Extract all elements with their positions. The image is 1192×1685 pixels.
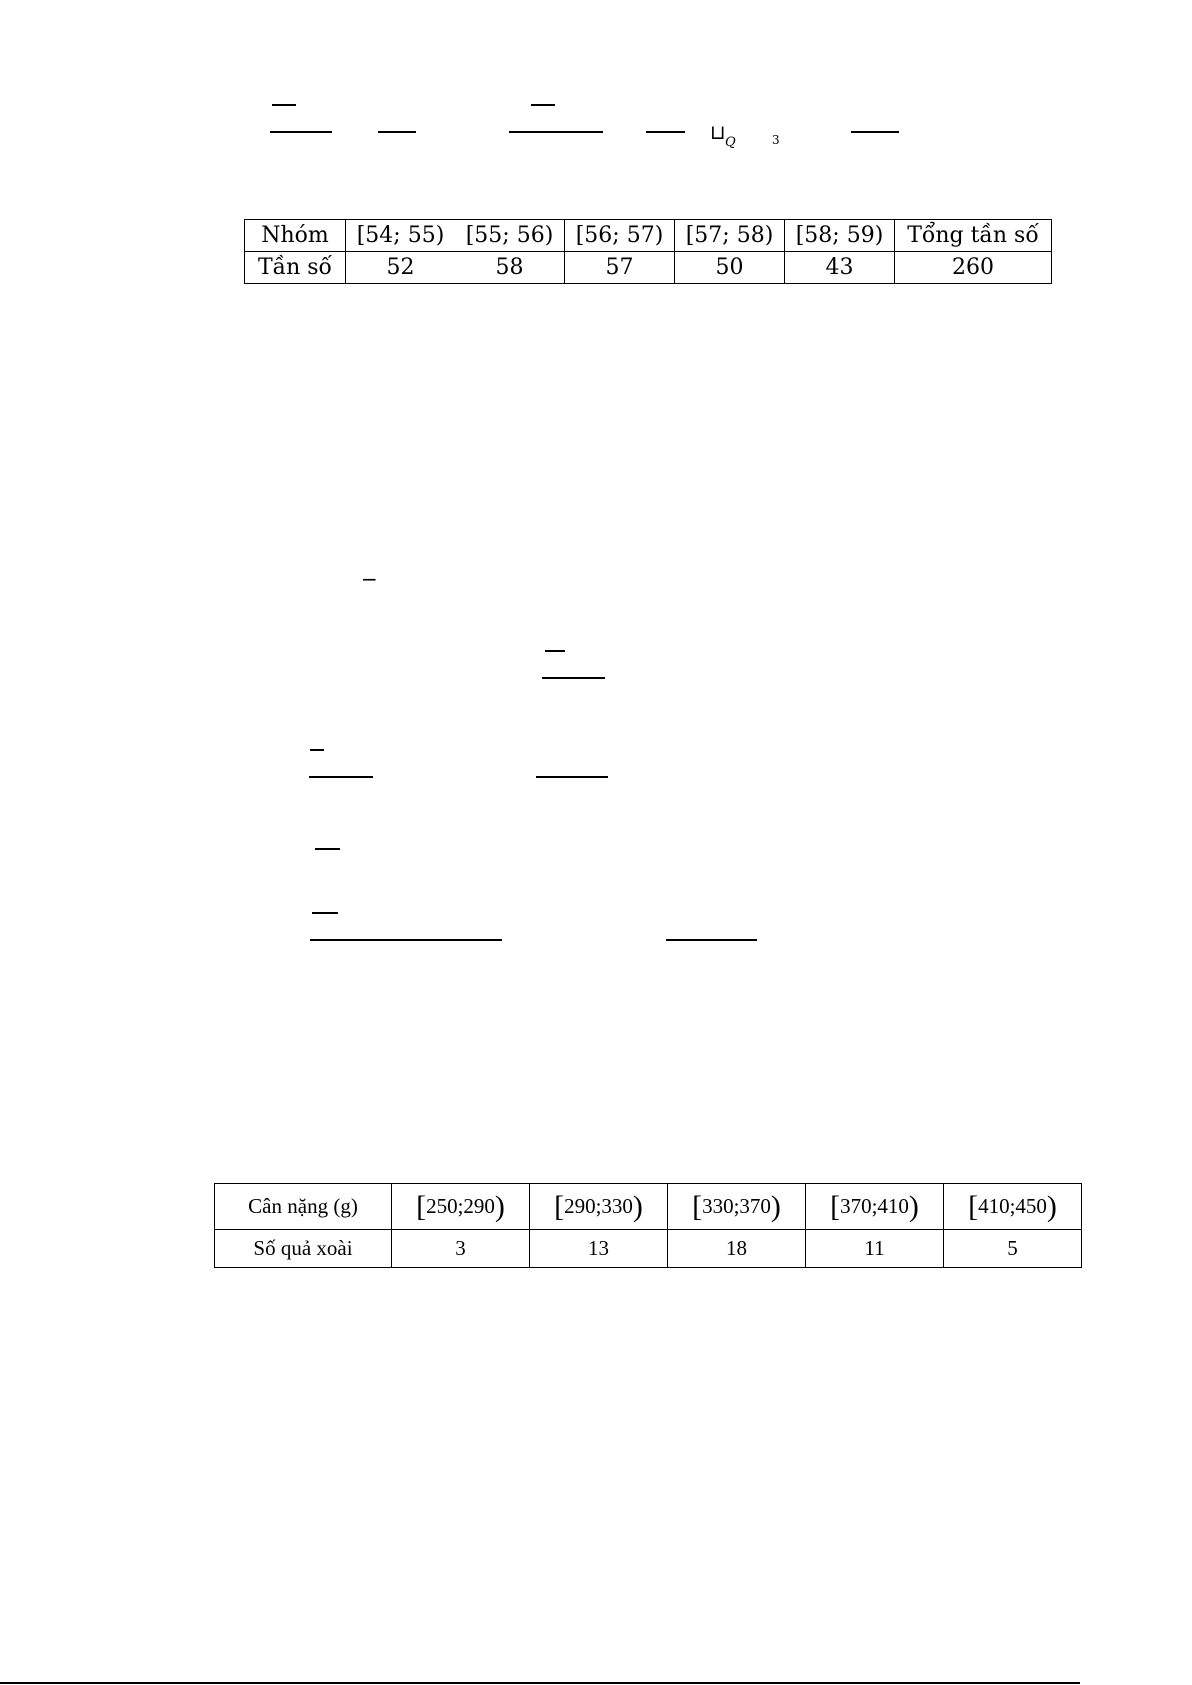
interval-value: 330;370 [702,1193,771,1218]
table-header-row [215,1184,1082,1230]
interval-cell [806,1184,944,1230]
table-cell: Số quả xoài [215,1230,392,1268]
fraction-bar [545,650,565,652]
interval-value: 370;410 [840,1193,909,1218]
table-row [215,1230,1082,1268]
open-bracket: [ [830,1189,841,1223]
table-cell: 260 [895,252,1052,284]
table-cell: 50 [675,252,785,284]
table-header-row [245,220,1052,252]
frequency-table [244,219,1052,284]
fraction-bar [309,776,373,778]
open-bracket: [ [416,1189,427,1223]
table-cell: Tổng tần số [895,220,1052,252]
interval-cell [392,1184,530,1230]
q-subscript: Q [725,135,736,150]
interval-cell [668,1184,806,1230]
table-cell: 52 [346,252,456,284]
close-bracket: ) [908,1189,919,1223]
interval-value: 290;330 [564,1193,633,1218]
fraction-bar [315,848,340,850]
table-cell: Tần số [245,252,346,284]
table-cell: 11 [806,1230,944,1268]
fraction-bar [851,131,899,133]
minus-sign: − [361,567,378,591]
close-bracket: ) [770,1189,781,1223]
table-cell: [57; 58) [675,220,785,252]
interval-value: 410;450 [978,1193,1047,1218]
close-bracket: ) [632,1189,643,1223]
footer-rule [0,1682,1080,1684]
table-cell: 43 [785,252,895,284]
interval-value: 250;290 [426,1193,495,1218]
table-cell: [56; 57) [565,220,675,252]
fraction-bar [378,131,416,133]
fraction-bar [646,131,685,133]
open-bracket: [ [968,1189,979,1223]
fraction-bar [310,749,324,751]
open-bracket: [ [554,1189,565,1223]
interval-cell [944,1184,1082,1230]
box-symbol: ⊔ [710,120,726,144]
fraction-bar [310,939,502,941]
fraction-bar [542,677,605,679]
subscript-3: 3 [772,133,780,147]
table-cell: Cân nặng (g) [215,1184,392,1230]
table-cell: 13 [530,1230,668,1268]
fraction-bar [531,104,555,106]
table-cell: 5 [944,1230,1082,1268]
table-cell: 18 [668,1230,806,1268]
table-cell: Nhóm [245,220,346,252]
fraction-bar [666,939,757,941]
table-row [245,252,1052,284]
fraction-bar [312,912,338,914]
table-cell: [55; 56) [455,220,565,252]
table-cell: 58 [455,252,565,284]
fraction-bar [270,131,332,133]
table-cell: 3 [392,1230,530,1268]
table-cell: [58; 59) [785,220,895,252]
interval-cell [530,1184,668,1230]
close-bracket: ) [494,1189,505,1223]
mango-weight-table [214,1183,1082,1268]
fraction-bar [536,776,608,778]
table-cell: [54; 55) [346,220,456,252]
open-bracket: [ [692,1189,703,1223]
fraction-bar [509,131,603,133]
table-cell: 57 [565,252,675,284]
close-bracket: ) [1046,1189,1057,1223]
fraction-bar [272,104,296,106]
